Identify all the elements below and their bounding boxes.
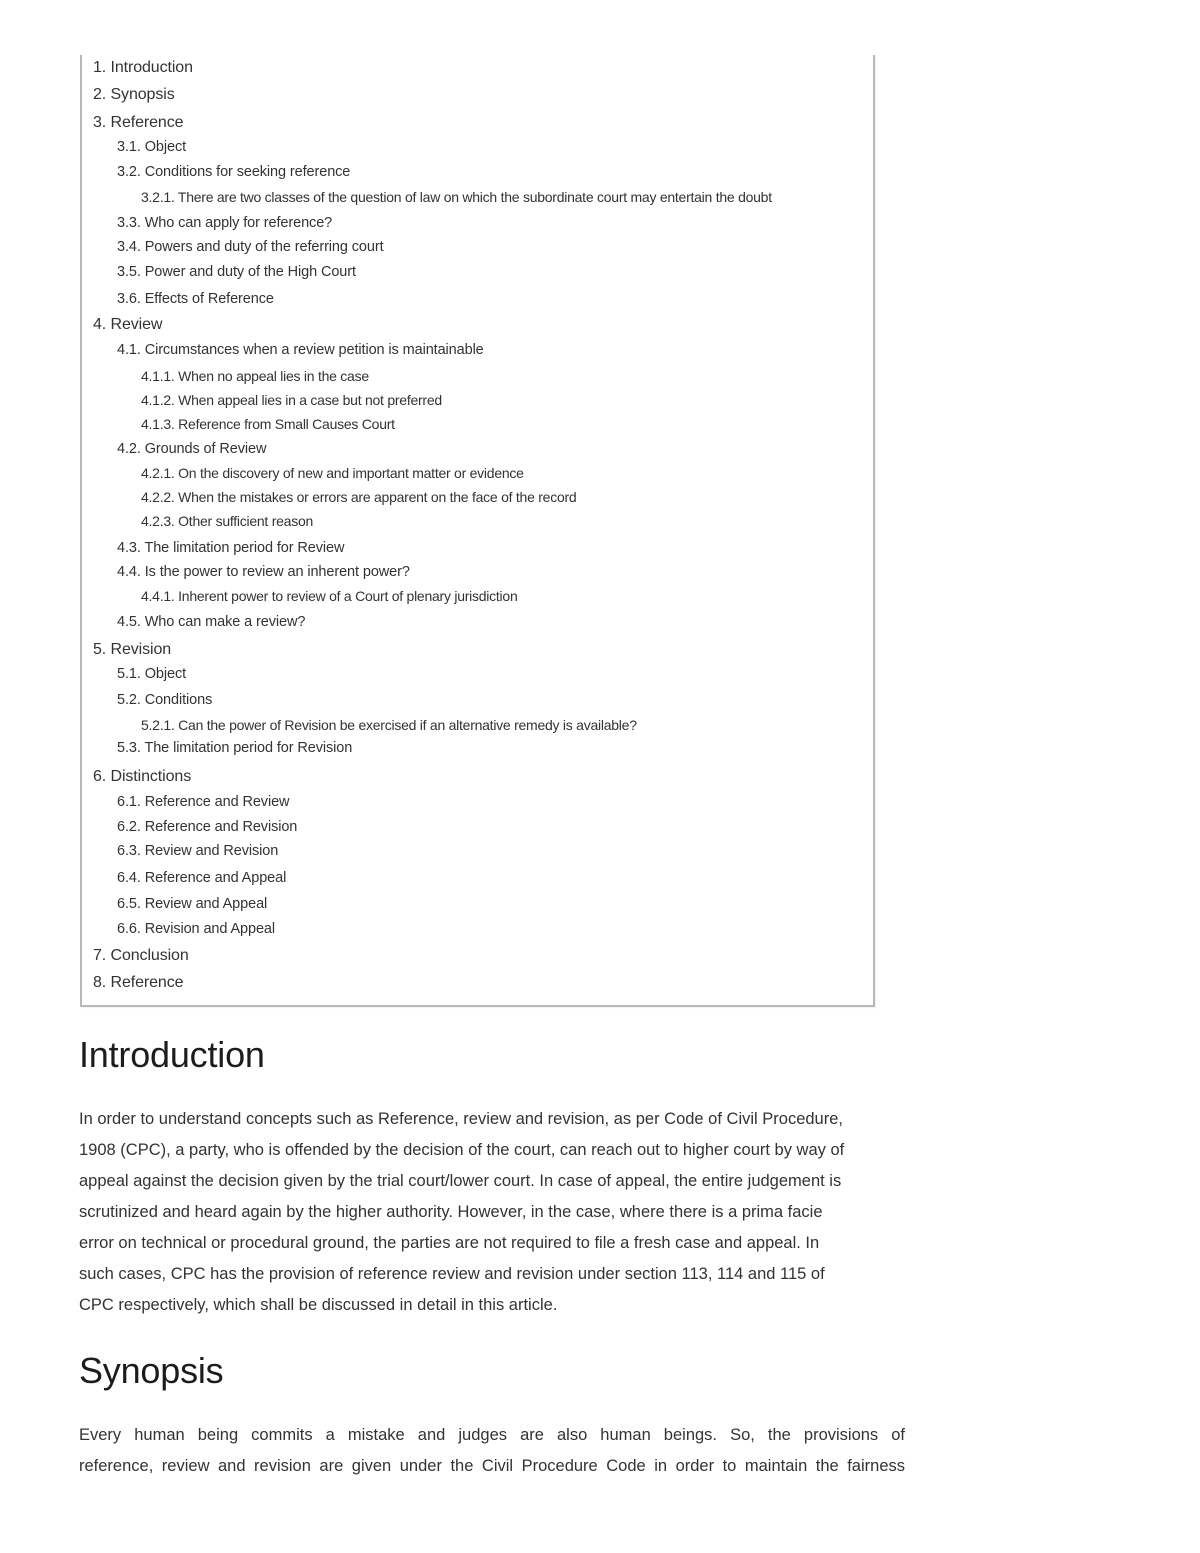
introduction-paragraph xyxy=(79,1104,905,1321)
toc-link-review-and-revision[interactable]: 6.3. Review and Revision xyxy=(117,843,279,859)
toc-link-other-sufficient-reason[interactable]: 4.2.3. Other sufficient reason xyxy=(141,513,314,529)
toc-link-limitation-period-revision[interactable]: 5.3. The limitation period for Revision xyxy=(117,740,353,756)
toc-link-power-duty-high-court[interactable]: 3.5. Power and duty of the High Court xyxy=(117,264,356,280)
toc-link-distinctions[interactable]: 6. Distinctions xyxy=(93,768,192,785)
toc-link-effects-of-reference[interactable]: 3.6. Effects of Reference xyxy=(117,291,274,307)
paragraph-line: 1908 (CPC), a party, who is offended by the decision of the court, can reach out to higher court by way of xyxy=(79,1141,845,1159)
paragraph-line: In order to understand concepts such as Reference, review and revision, as per Code of Civil Procedure, xyxy=(79,1110,843,1128)
toc-link-reference-and-review[interactable]: 6.1. Reference and Review xyxy=(117,794,290,810)
toc-link-two-classes-question-of-law[interactable]: 3.2.1. There are two classes of the question of law on which the subordinate court may entertain the doubt xyxy=(141,189,772,205)
toc-link-powers-duty-referring-court[interactable]: 3.4. Powers and duty of the referring court xyxy=(117,239,384,255)
toc-link-revision-object[interactable]: 5.1. Object xyxy=(117,666,187,682)
toc-link-synopsis[interactable]: 2. Synopsis xyxy=(93,86,175,103)
paragraph-line: such cases, CPC has the provision of reference review and revision under section 113, 114 and 115 of xyxy=(79,1265,825,1283)
toc-link-revision-and-appeal[interactable]: 6.6. Revision and Appeal xyxy=(117,921,276,937)
paragraph-line: scrutinized and heard again by the higher authority. However, in the case, where there is a prima facie xyxy=(79,1203,823,1221)
toc-link-revision-conditions[interactable]: 5.2. Conditions xyxy=(117,692,213,708)
paragraph-line: CPC respectively, which shall be discussed in detail in this article. xyxy=(79,1296,558,1314)
toc-link-limitation-period-review[interactable]: 4.3. The limitation period for Review xyxy=(117,540,345,556)
paragraph-line: error on technical or procedural ground, the parties are not required to file a fresh case and appeal. In xyxy=(79,1234,820,1252)
toc-link-conclusion[interactable]: 7. Conclusion xyxy=(93,947,189,964)
heading-synopsis: Synopsis xyxy=(79,1350,224,1391)
synopsis-paragraph-line-2: reference, review and revision are given under the Civil Procedure Code in order to maintain the fairness xyxy=(79,1457,905,1475)
toc-link-inherent-power-review[interactable]: 4.4. Is the power to review an inherent power? xyxy=(117,564,410,580)
toc-link-who-can-apply-for-reference[interactable]: 3.3. Who can apply for reference? xyxy=(117,215,333,231)
toc-link-grounds-of-review[interactable]: 4.2. Grounds of Review xyxy=(117,441,267,457)
toc-link-reference-and-appeal[interactable]: 6.4. Reference and Appeal xyxy=(117,870,287,886)
paragraph-line: appeal against the decision given by the trial court/lower court. In case of appeal, the entire judgement is xyxy=(79,1172,842,1190)
toc-link-conditions-for-seeking-reference[interactable]: 3.2. Conditions for seeking reference xyxy=(117,164,351,180)
toc-link-reference-and-revision[interactable]: 6.2. Reference and Revision xyxy=(117,819,298,835)
toc-link-reference-object[interactable]: 3.1. Object xyxy=(117,139,187,155)
toc-link-references[interactable]: 8. Reference xyxy=(93,974,184,991)
synopsis-paragraph-line-1: Every human being commits a mistake and judges are also human beings. So, the provisions of xyxy=(79,1426,905,1444)
toc-link-who-can-make-review[interactable]: 4.5. Who can make a review? xyxy=(117,614,306,630)
toc-link-plenary-jurisdiction[interactable]: 4.4.1. Inherent power to review of a Court of plenary jurisdiction xyxy=(141,588,518,604)
toc-link-introduction[interactable]: 1. Introduction xyxy=(93,59,193,76)
toc-link-discovery-new-matter[interactable]: 4.2.1. On the discovery of new and important matter or evidence xyxy=(141,465,524,481)
toc-link-appeal-not-preferred[interactable]: 4.1.2. When appeal lies in a case but not preferred xyxy=(141,392,442,408)
toc-link-small-causes-court[interactable]: 4.1.3. Reference from Small Causes Court xyxy=(141,416,395,432)
toc-link-alternative-remedy[interactable]: 5.2.1. Can the power of Revision be exercised if an alternative remedy is available? xyxy=(141,717,637,733)
toc-link-review-and-appeal[interactable]: 6.5. Review and Appeal xyxy=(117,896,268,912)
toc-link-reference[interactable]: 3. Reference xyxy=(93,114,184,131)
heading-introduction: Introduction xyxy=(79,1034,265,1075)
toc-link-mistakes-apparent-on-record[interactable]: 4.2.2. When the mistakes or errors are apparent on the face of the record xyxy=(141,489,577,505)
toc-link-review-maintainable-circumstances[interactable]: 4.1. Circumstances when a review petition is maintainable xyxy=(117,342,484,358)
toc-link-no-appeal-lies[interactable]: 4.1.1. When no appeal lies in the case xyxy=(141,368,369,384)
toc-link-review[interactable]: 4. Review xyxy=(93,316,163,333)
toc-link-revision[interactable]: 5. Revision xyxy=(93,641,172,658)
